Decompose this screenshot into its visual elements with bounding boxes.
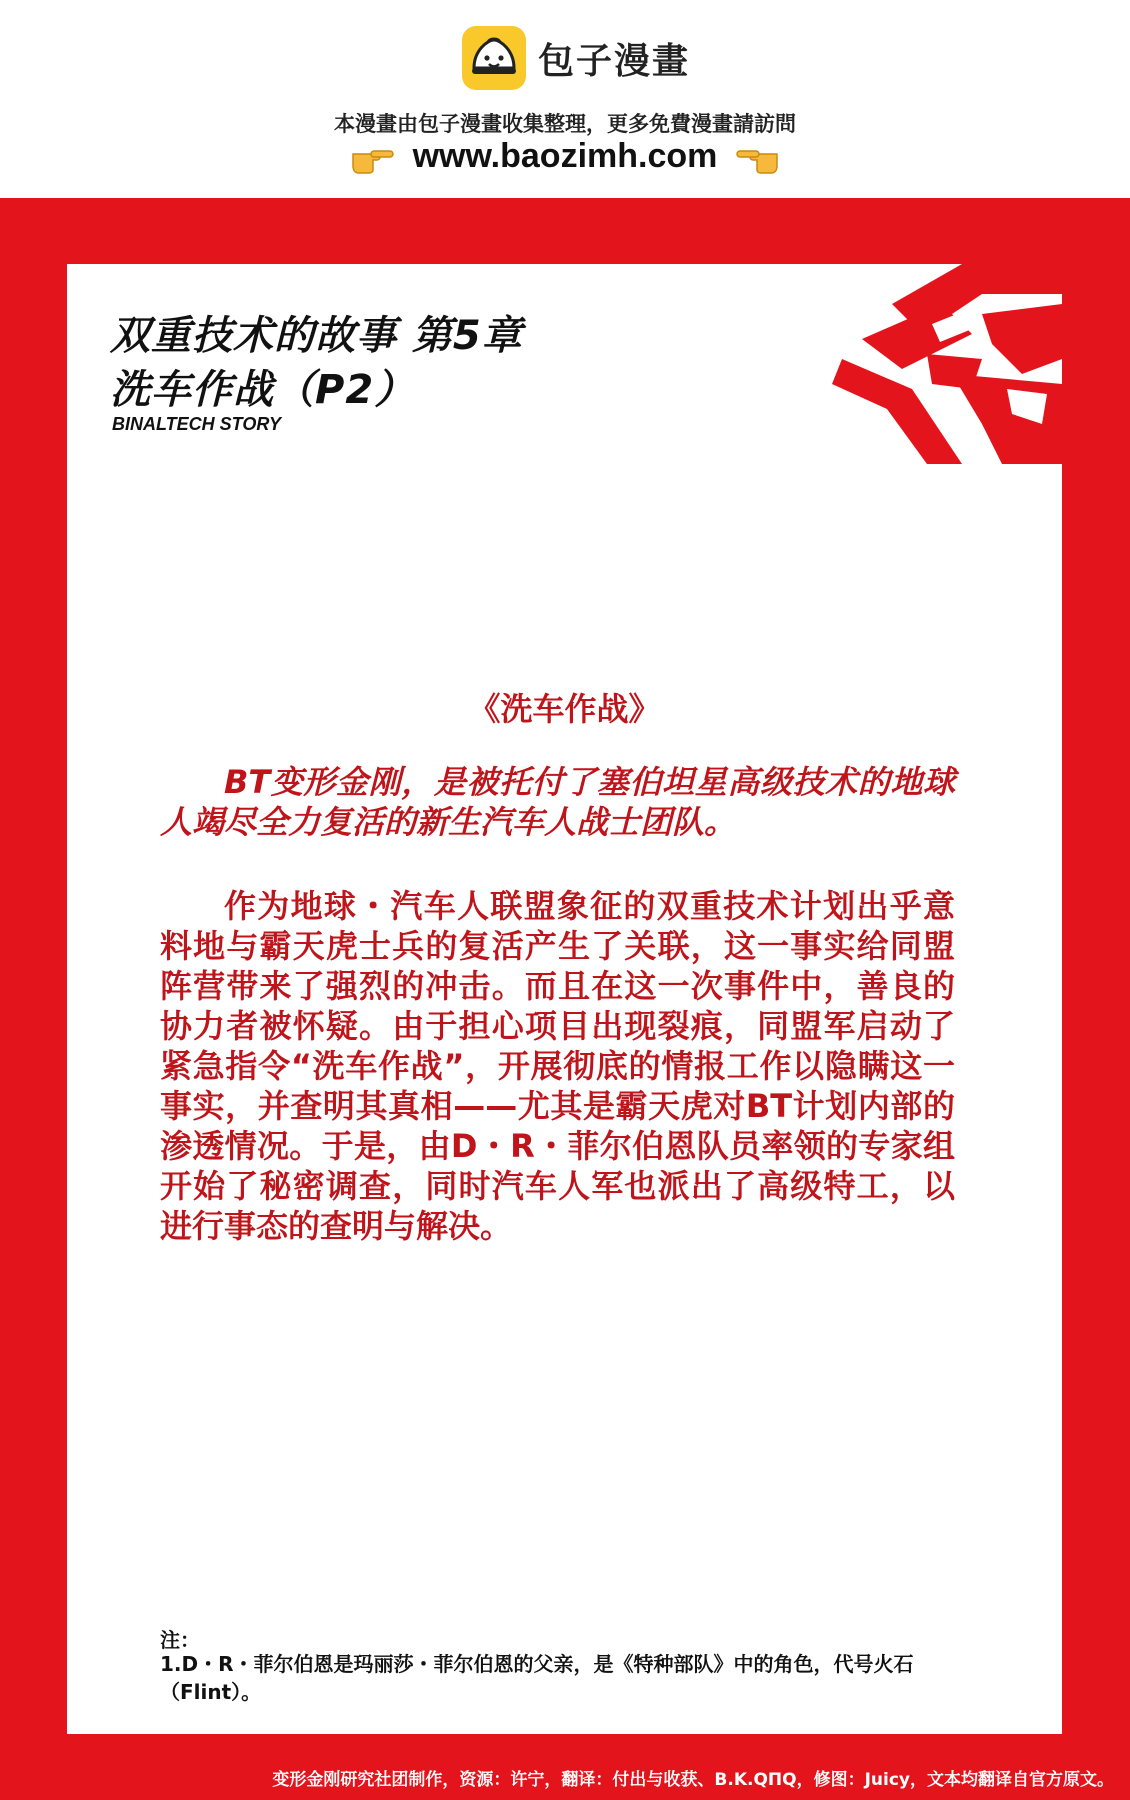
story-title: 《洗车作战》 — [468, 690, 661, 728]
intro-paragraph: BT变形金刚，是被托付了塞伯坦星高级技术的地球人竭尽全力复活的新生汽车人战士团队。 — [160, 763, 955, 841]
chapter-title: 双重技术的故事 第5章 — [110, 313, 523, 359]
pointing-hand-icon — [351, 140, 395, 174]
site-url-link[interactable]: www.baozimh.com — [412, 137, 718, 175]
bun-logo-icon — [460, 24, 528, 92]
decepticon-emblem-icon — [832, 264, 1062, 464]
pointing-hand-icon — [735, 140, 779, 174]
series-subtitle: BINALTECH STORY — [112, 414, 282, 434]
note-text: 1.D・R・菲尔伯恩是玛丽莎・菲尔伯恩的父亲，是《特种部队》中的角色，代号火石（Flint）。 — [160, 1652, 914, 1704]
site-banner — [0, 0, 1130, 198]
content-panel — [67, 264, 1062, 1734]
banner-notice: 本漫畫由包子漫畫收集整理，更多免費漫畫請訪問 — [334, 112, 796, 136]
red-frame — [0, 198, 1130, 1800]
episode-title: 洗车作战（P2） — [110, 367, 416, 413]
url-row — [0, 137, 1130, 176]
note-heading: 注： — [160, 1628, 200, 1652]
site-logo[interactable] — [460, 24, 690, 92]
story-paragraph: 作为地球・汽车人联盟象征的双重技术计划出乎意料地与霸天虎士兵的复活产生了关联，这一事实给同盟阵营带来了强烈的冲击。而且在这一次事件中，善良的协力者被怀疑。由于担心项目出现裂痕，同盟军启动了紧急指令“洗车作战”，开展彻底的情报工作以隐瞒这一事实，并查明其真相——尤其是霸天虎对BT计划内部的渗透情况。于是，由D・R・菲尔伯恩队员率领的专家组开始了秘密调查，同时汽车人军也派出了高级特工，以进行事态的查明与解决。 — [160, 887, 955, 1245]
credits-line: 变形金刚研究社团制作，资源：许宁，翻译：付出与收获、B.K.QΠQ，修图：Juicy，文本均翻译自官方原文。 — [272, 1770, 1114, 1790]
site-name: 包子漫畫 — [538, 40, 691, 82]
